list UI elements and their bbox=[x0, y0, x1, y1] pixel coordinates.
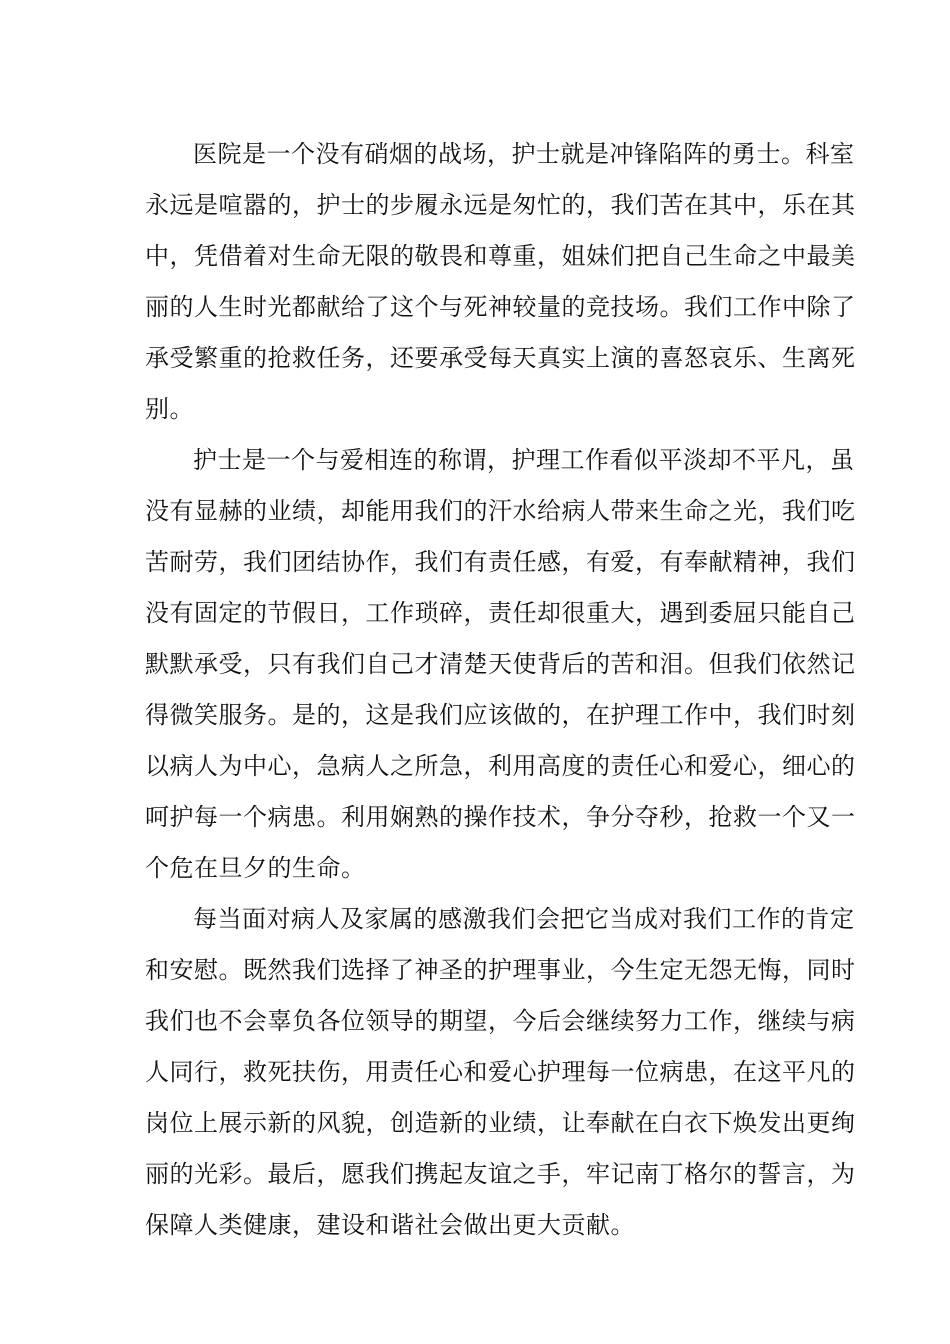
text-line: 呵护每一个病患。利用娴熟的操作技术，争分夺秒，抢救一个又一 bbox=[145, 803, 856, 831]
text-line: 默默承受，只有我们自己才清楚天使背后的苦和泪。但我们依然记 bbox=[145, 650, 856, 678]
text-line: 丽的光彩。最后，愿我们携起友谊之手，牢记南丁格尔的誓言，为 bbox=[145, 1160, 856, 1188]
text-line: 承受繁重的抢救任务，还要承受每天真实上演的喜怒哀乐、生离死 bbox=[145, 344, 856, 372]
text-line: 没有固定的节假日，工作琐碎，责任却很重大，遇到委屈只能自己 bbox=[145, 599, 856, 627]
text-line: 和安慰。既然我们选择了神圣的护理事业，今生定无怨无悔，同时 bbox=[145, 956, 856, 984]
paragraph bbox=[145, 894, 856, 1251]
text-line: 保障人类健康，建设和谐社会做出更大贡献。 bbox=[145, 1211, 635, 1239]
text-line: 得微笑服务。是的，这是我们应该做的，在护理工作中，我们时刻 bbox=[145, 701, 856, 729]
paragraph bbox=[145, 129, 856, 435]
text-line: 别。 bbox=[145, 395, 194, 423]
text-line: 丽的人生时光都献给了这个与死神较量的竞技场。我们工作中除了 bbox=[145, 293, 856, 321]
text-line: 岗位上展示新的风貌，创造新的业绩，让奉献在白衣下焕发出更绚 bbox=[145, 1109, 856, 1137]
paragraph bbox=[145, 435, 856, 894]
text-line: 苦耐劳，我们团结协作，我们有责任感，有爱，有奉献精神，我们 bbox=[145, 548, 856, 576]
text-line: 医院是一个没有硝烟的战场，护士就是冲锋陷阵的勇士。科室 bbox=[193, 140, 855, 168]
text-line: 以病人为中心，急病人之所急，利用高度的责任心和爱心，细心的 bbox=[145, 752, 856, 780]
text-line: 永远是喧嚣的，护士的步履永远是匆忙的，我们苦在其中，乐在其 bbox=[145, 191, 856, 219]
text-line: 没有显赫的业绩，却能用我们的汗水给病人带来生命之光，我们吃 bbox=[145, 497, 856, 525]
text-line: 人同行，救死扶伤，用责任心和爱心护理每一位病患，在这平凡的 bbox=[145, 1058, 856, 1086]
text-line: 个危在旦夕的生命。 bbox=[145, 854, 366, 882]
text-line: 每当面对病人及家属的感激我们会把它当成对我们工作的肯定 bbox=[193, 905, 855, 933]
text-line: 护士是一个与爱相连的称谓，护理工作看似平淡却不平凡，虽 bbox=[193, 446, 855, 474]
text-line: 中，凭借着对生命无限的敬畏和尊重，姐妹们把自己生命之中最美 bbox=[145, 242, 856, 270]
text-line: 我们也不会辜负各位领导的期望，今后会继续努力工作，继续与病 bbox=[145, 1007, 856, 1035]
document-body bbox=[145, 129, 856, 1251]
